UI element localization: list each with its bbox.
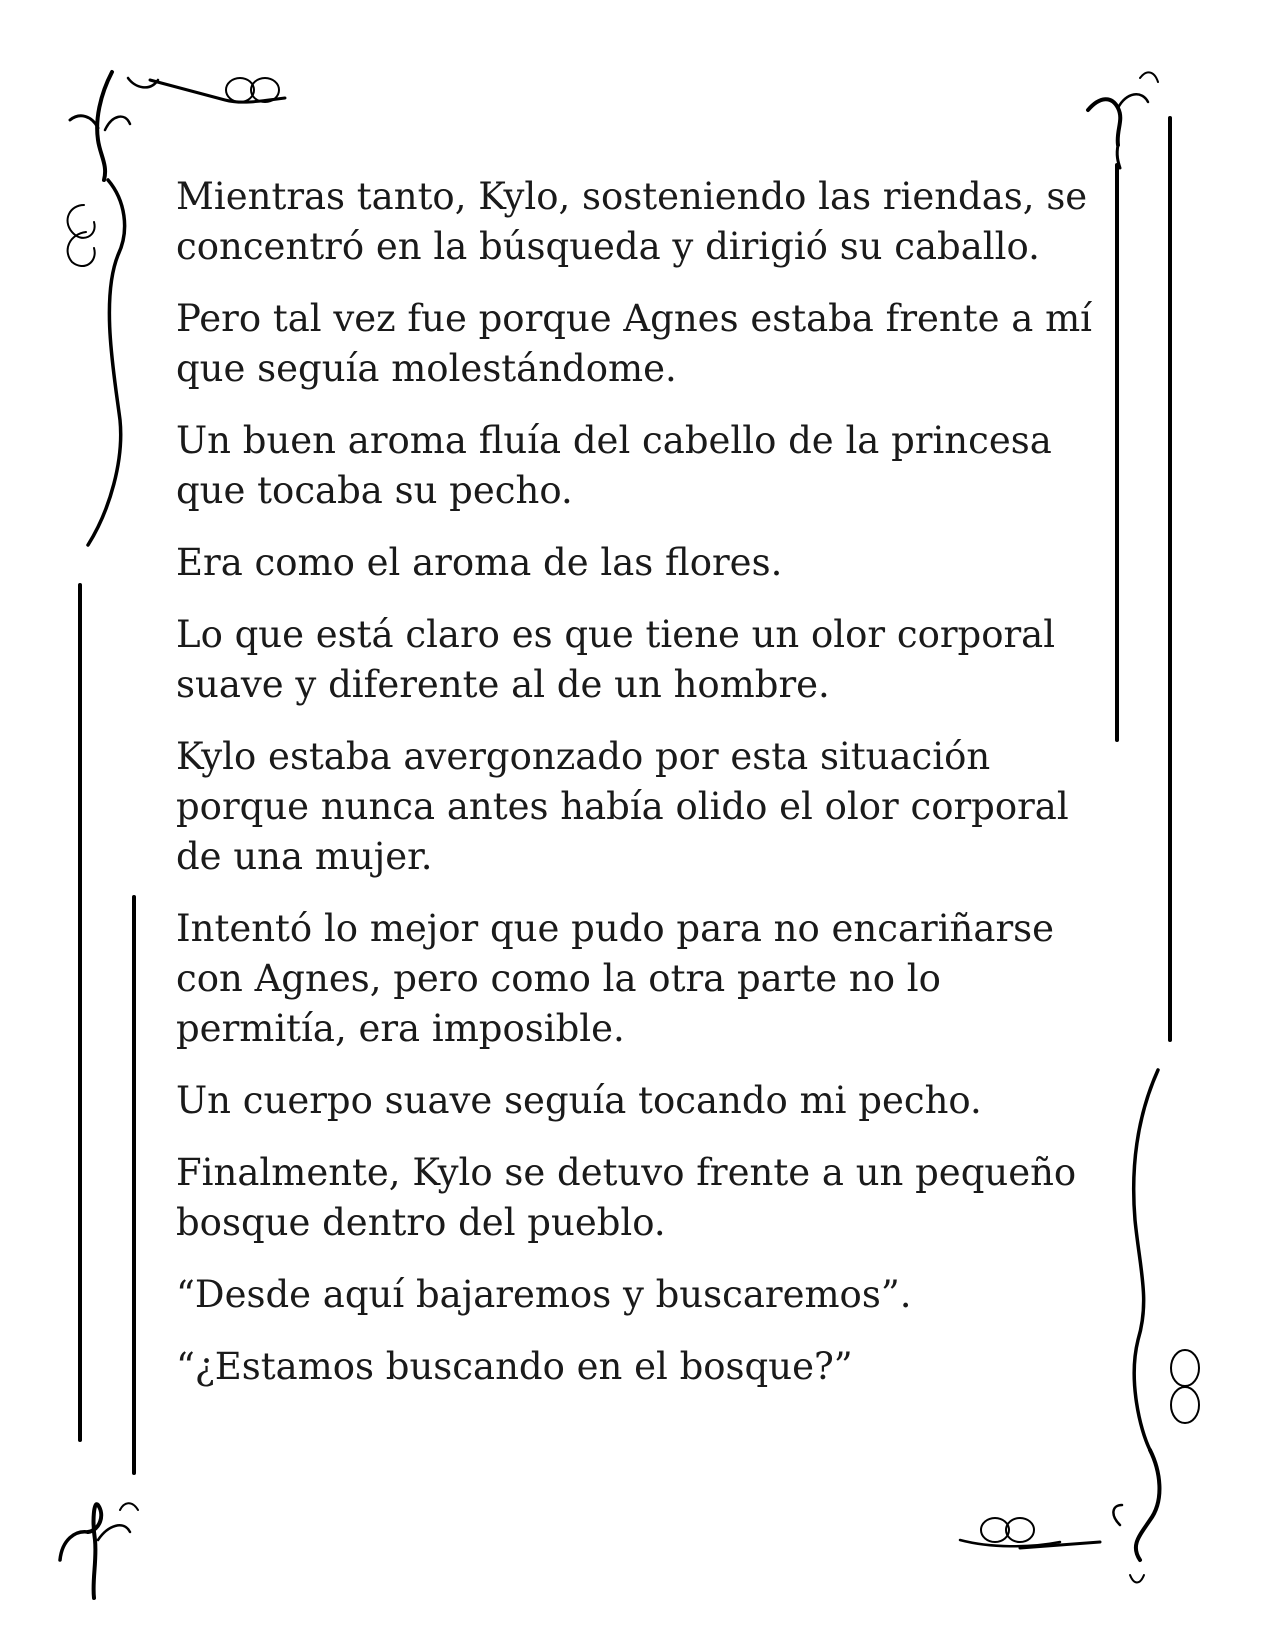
paragraph: “Desde aquí bajaremos y buscaremos”. xyxy=(176,1273,912,1316)
paragraph: Kylo estaba avergonzado por esta situación porque nunca antes había olido el olor corporal de una mujer. xyxy=(176,735,1069,878)
paragraph: Finalmente, Kylo se detuvo frente a un pequeño bosque dentro del pueblo. xyxy=(176,1151,1077,1244)
paragraph: Mientras tanto, Kylo, sosteniendo las riendas, se concentró en la búsqueda y dirigió su caballo. xyxy=(176,175,1088,268)
paragraph: Era como el aroma de las flores. xyxy=(176,541,783,584)
bottom-left-flourish-icon xyxy=(60,1503,138,1598)
paragraph: Un buen aroma fluía del cabello de la princesa que tocaba su pecho. xyxy=(176,419,1052,512)
paragraph: Lo que está claro es que tiene un olor corporal suave y diferente al de un hombre. xyxy=(176,613,1056,706)
paragraph: Un cuerpo suave seguía tocando mi pecho. xyxy=(176,1079,982,1122)
body-text xyxy=(176,172,1096,1414)
paragraph: “¿Estamos buscando en el bosque?” xyxy=(176,1345,853,1388)
top-right-flourish-icon xyxy=(1088,72,1158,168)
paragraph: Intentó lo mejor que pudo para no encariñarse con Agnes, pero como la otra parte no lo permitía, era imposible. xyxy=(176,907,1055,1050)
paragraph: Pero tal vez fue porque Agnes estaba frente a mí que seguía molestándome. xyxy=(176,297,1093,390)
